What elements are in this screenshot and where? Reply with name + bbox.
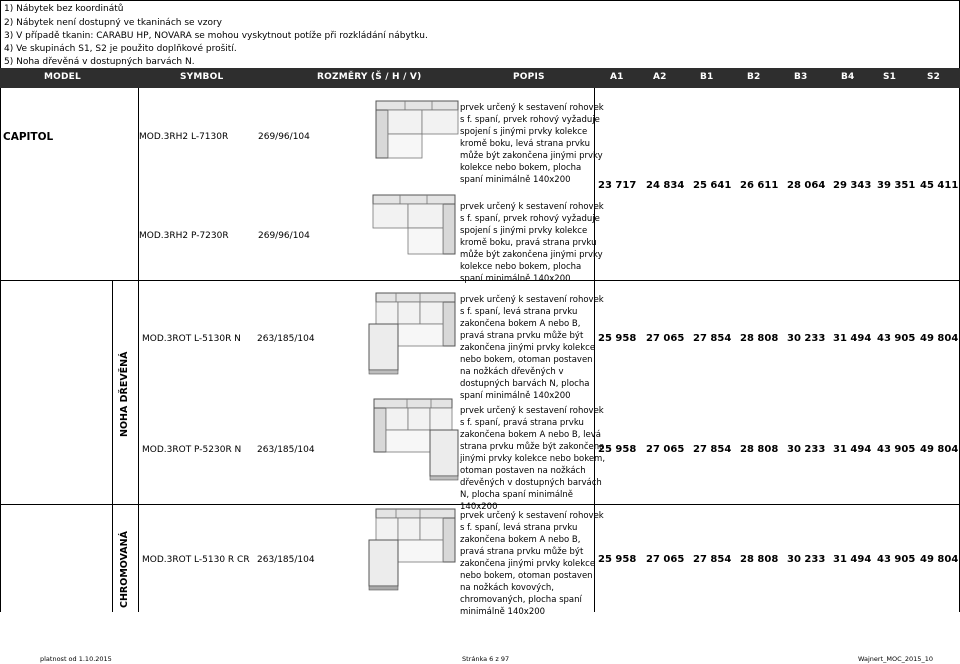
price-rh2-s2: 45 411 — [920, 180, 959, 191]
price-rotcr-b3: 30 233 — [787, 554, 826, 565]
header-desc: POPIS — [513, 72, 545, 82]
footer-page-number: Stránka 6 z 97 — [462, 655, 510, 663]
price-rotcr-a2: 27 065 — [646, 554, 685, 565]
price-rotl-a2: 27 065 — [646, 333, 685, 344]
row-2-dims: 269/96/104 — [258, 231, 310, 241]
price-rotcr-b1: 27 854 — [693, 554, 732, 565]
price-rotp-s2: 49 804 — [920, 444, 959, 455]
header-col-b1: B1 — [700, 72, 714, 82]
price-rotp-b3: 30 233 — [787, 444, 826, 455]
header-col-a2: A2 — [653, 72, 667, 82]
table-header — [0, 68, 960, 88]
footer-validity: platnost od 1.10.2015 — [40, 655, 112, 663]
note-4: 4) Ve skupinách S1, S2 je použito doplňkové prošití. — [4, 44, 237, 54]
price-rotl-s2: 49 804 — [920, 333, 959, 344]
divider-section-labels — [112, 280, 113, 612]
brand-capitol: CAPITOL — [3, 131, 54, 143]
section-label-chrome: CHROMOVANÁ — [119, 531, 130, 608]
row-1-symbol: MOD.3RH2 L-7130R — [139, 132, 229, 142]
price-rotcr-s2: 49 804 — [920, 554, 959, 565]
row-3-symbol: MOD.3ROT L-5130R N — [142, 334, 241, 344]
sofa-corner-left-image — [375, 100, 459, 160]
divider-model-symbol — [138, 88, 139, 612]
price-rotp-b4: 31 494 — [833, 444, 872, 455]
row-2-desc: prvek určený k sestavení rohovek s f. spaní, prvek rohový vyžaduje spojení s jinými prvky kolekce kromě boku, pravá strana prvku může být zakončena jinými prvky kolekce nebo bokem, plocha spaní minimálně 140x200 — [460, 202, 604, 284]
header-symbol: SYMBOL — [180, 72, 224, 82]
row-5-desc: prvek určený k sestavení rohovek s f. spaní, levá strana prvku zakončena bokem A nebo B, pravá strana prvku může být zakončena jinými prvky kolekce nebo bokem, otoman postaven na nožkách kovových, chromovaných, plocha spaní minimálně 140x200 — [460, 511, 604, 617]
footer-document-id: Wajnert_MOC_2015_10 — [858, 655, 933, 663]
header-col-s2: S2 — [927, 72, 941, 82]
header-col-b4: B4 — [841, 72, 855, 82]
header-col-s1: S1 — [883, 72, 897, 82]
row-5-symbol: MOD.3ROT L-5130 R CR — [142, 555, 250, 565]
note-3: 3) V případě tkanin: CARABU HP, NOVARA se mohou vyskytnout potíže při rozkládání nábytku. — [4, 31, 428, 41]
price-rh2-b3: 28 064 — [787, 180, 826, 191]
header-model: MODEL — [44, 72, 81, 82]
price-rh2-s1: 39 351 — [877, 180, 916, 191]
sofa-ottoman-right-image — [373, 398, 459, 482]
price-rotl-b1: 27 854 — [693, 333, 732, 344]
price-rotp-b2: 28 808 — [740, 444, 779, 455]
price-rotp-s1: 43 905 — [877, 444, 916, 455]
header-dims: ROZMĚRY (Š / H / V) — [317, 72, 422, 82]
row-5-dims: 263/185/104 — [257, 555, 315, 565]
row-4-dims: 263/185/104 — [257, 445, 315, 455]
note-1: 1) Nábytek bez koordinátů — [4, 4, 124, 14]
price-rh2-b1: 25 641 — [693, 180, 732, 191]
note-2: 2) Nábytek není dostupný ve tkaninách se vzory — [4, 18, 223, 28]
price-rotl-b4: 31 494 — [833, 333, 872, 344]
price-rotl-a1: 25 958 — [598, 333, 637, 344]
note-5: 5) Noha dřevěná v dostupných barvách N. — [4, 57, 195, 67]
price-rotl-s1: 43 905 — [877, 333, 916, 344]
row-3-desc: prvek určený k sestavení rohovek s f. spaní, levá strana prvku zakončena bokem A nebo B, pravá strana prvku může být zakončena jinými prvky kolekce nebo bokem, otoman postaven na nožkách dřevěných v dostupných barvách N, plocha spaní minimálně 140x200 — [460, 295, 604, 401]
sofa-corner-right-image — [372, 194, 456, 256]
price-rotp-a2: 27 065 — [646, 444, 685, 455]
row-2-symbol: MOD.3RH2 P-7230R — [139, 231, 229, 241]
price-rh2-a1: 23 717 — [598, 180, 637, 191]
header-col-b2: B2 — [747, 72, 761, 82]
price-rotp-a1: 25 958 — [598, 444, 637, 455]
row-1-dims: 269/96/104 — [258, 132, 310, 142]
header-col-a1: A1 — [610, 72, 624, 82]
price-rh2-b2: 26 611 — [740, 180, 779, 191]
price-rotcr-a1: 25 958 — [598, 554, 637, 565]
row-1-desc: prvek určený k sestavení rohovek s f. spaní, prvek rohový vyžaduje spojení s jinými prvky kolekce kromě boku, levá strana prvku může být zakončena jinými prvky kolekce nebo bokem, plocha spaní minimálně 140x200 — [460, 103, 604, 185]
price-rotcr-b4: 31 494 — [833, 554, 872, 565]
frame-left-top — [0, 0, 1, 68]
price-rh2-b4: 29 343 — [833, 180, 872, 191]
price-rotcr-s1: 43 905 — [877, 554, 916, 565]
header-col-b3: B3 — [794, 72, 808, 82]
sofa-ottoman-left-image — [368, 292, 456, 376]
frame-top — [0, 0, 960, 1]
row-4-symbol: MOD.3ROT P-5230R N — [142, 445, 242, 455]
section-label-wood: NOHA DŘEVĚNÁ — [119, 351, 130, 437]
price-rotl-b3: 30 233 — [787, 333, 826, 344]
price-rotl-b2: 28 808 — [740, 333, 779, 344]
row-4-desc: prvek určený k sestavení rohovek s f. spaní, pravá strana prvku zakončena bokem A nebo B, levá strana prvku může být zakončena jinými prvky kolekce nebo bokem, otoman postaven na nožkách dřevěných v dostupných barvách N, plocha spaní minimálně 140x200 — [460, 406, 606, 512]
row-3-dims: 263/185/104 — [257, 334, 315, 344]
frame-left — [0, 88, 1, 612]
sofa-ottoman-chrome-image — [368, 508, 456, 594]
price-rotp-b1: 27 854 — [693, 444, 732, 455]
price-rh2-a2: 24 834 — [646, 180, 685, 191]
price-rotcr-b2: 28 808 — [740, 554, 779, 565]
